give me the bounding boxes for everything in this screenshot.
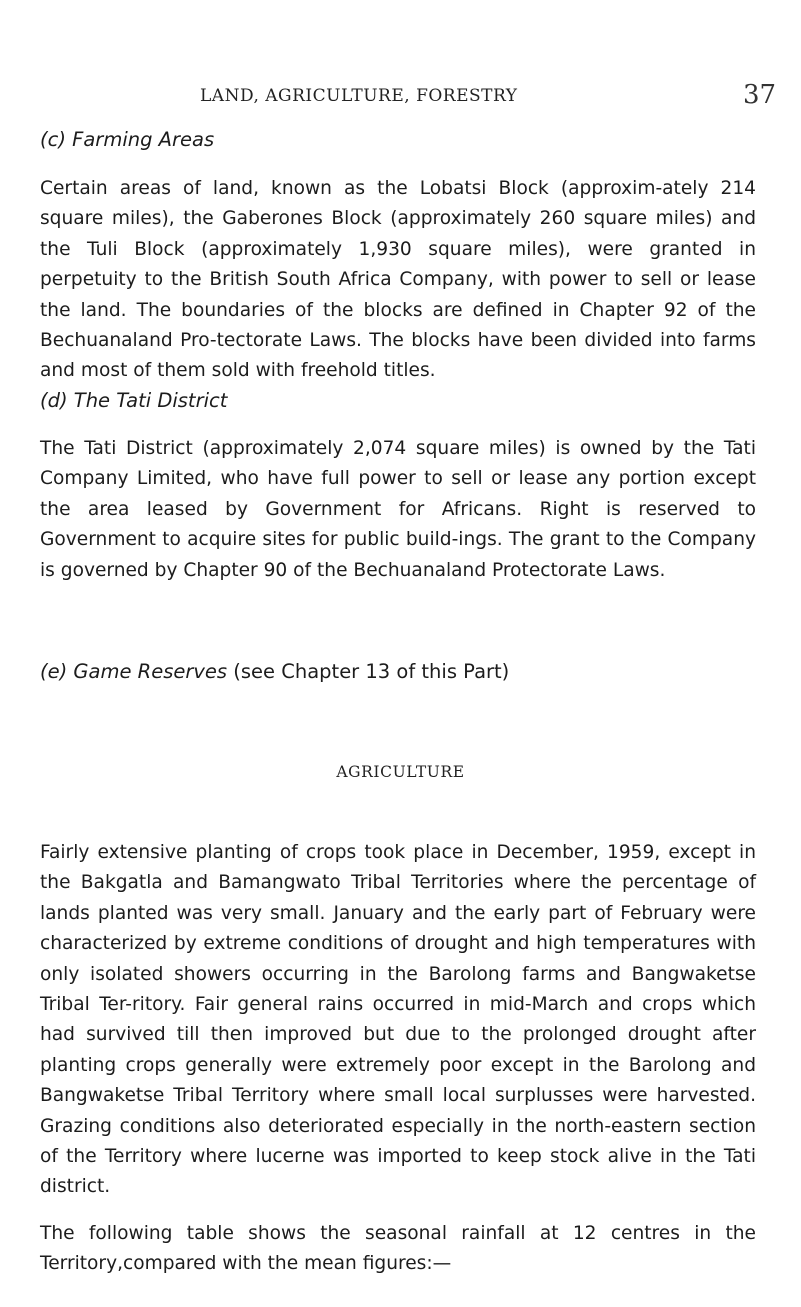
agriculture-heading: AGRICULTURE [336, 763, 465, 781]
farming-areas-heading: (c) Farming Areas [40, 128, 215, 151]
tati-district-heading: (d) The Tati District [40, 389, 228, 412]
running-head-title: LAND, AGRICULTURE, FORESTRY [200, 86, 518, 106]
page-number: 37 [743, 80, 777, 110]
game-reserves-note: (see Chapter 13 of this Part) [233, 660, 510, 683]
agriculture-paragraph: Fairly extensive planting of crops took place in December, 1959, except in the Bakgatla and Bamangwato Tribal Territories where the percentage of lands planted was very small. January and the early part of February were characterized by extreme conditions of drought and high temperatures with only isolated showers occurring in the Barolong farms and Bangwaketse Tribal Ter-ritory. Fair general rains occurred in mid-March and crops which had survived till then improved but due to the prolonged drought after planting crops generally were extremely poor except in the Barolong and Bangwaketse Tribal Territory where small local surplusses were harvested. Grazing conditions also deteriorated especially in the north-eastern section of the Territory where lucerne was imported to keep stock alive in the Tati district. [40, 842, 756, 1198]
game-reserves-heading: (e) Game Reserves [40, 660, 228, 683]
tati-district-paragraph: The Tati District (approximately 2,074 square miles) is owned by the Tati Company Limited, who have full power to sell or lease any portion except the area leased by Government for Africans. Right is reserved to Government to acquire sites for public build-ings. The grant to the Company is governed by Chapter 90 of the Bechuanaland Protectorate Laws. [40, 438, 756, 581]
farming-areas-paragraph: Certain areas of land, known as the Lobatsi Block (approxim-ately 214 square miles), the Gaberones Block (approximately 260 square miles) and the Tuli Block (approximately 1,930 square miles), were granted in perpetuity to the British South Africa Company, with power to sell or lease the land. The boundaries of the blocks are defined in Chapter 92 of the Bechuanaland Pro-tectorate Laws. The blocks have been divided into farms and most of them sold with freehold titles. [40, 178, 756, 382]
game-reserves-line [40, 660, 509, 683]
rainfall-intro-paragraph: The following table shows the seasonal rainfall at 12 centres in the Territory,compared with the mean figures:— [40, 1223, 756, 1275]
